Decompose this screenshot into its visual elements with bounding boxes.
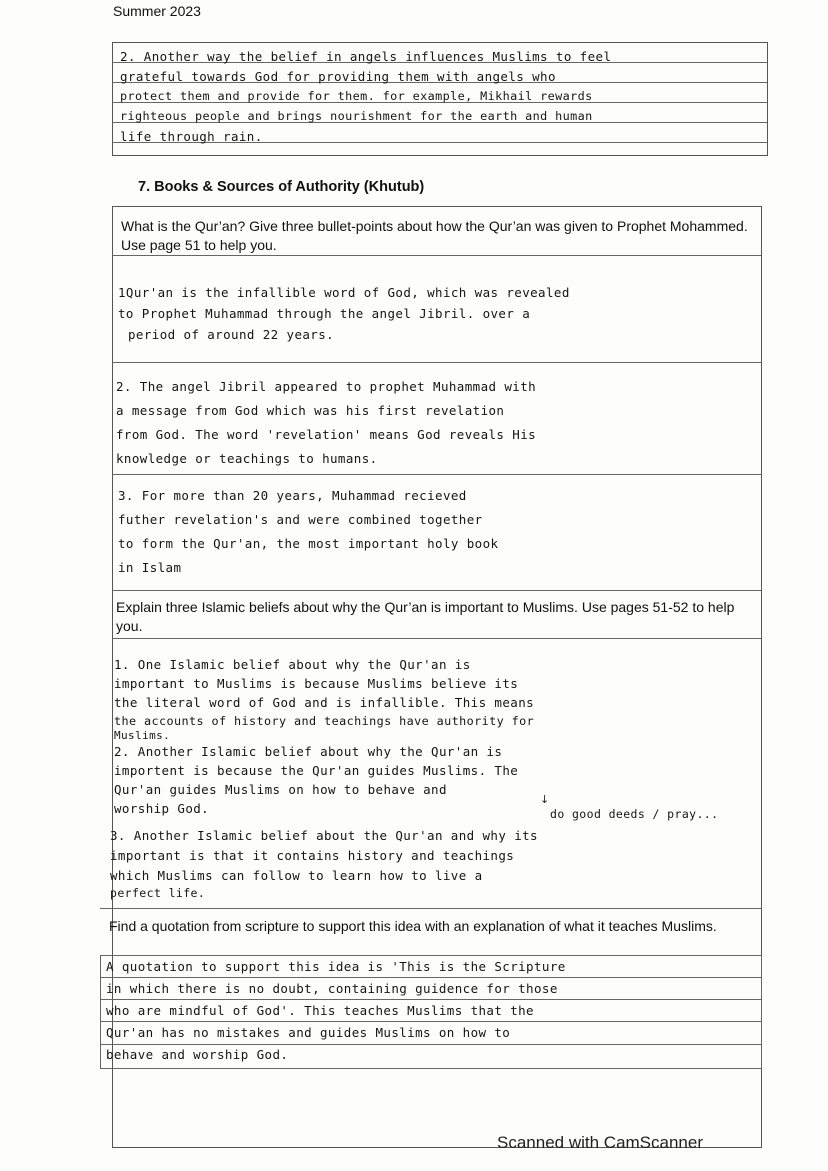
previous-answer-line: 2. Another way the belief in angels influences Muslims to feel xyxy=(120,49,612,64)
q1-answer-3-line: in Islam xyxy=(118,560,182,575)
q2-answer-2-line: 2. Another Islamic belief about why the Qur'an is xyxy=(114,744,503,759)
q2-answer-1-line: important to Muslims is because Muslims believe its xyxy=(114,676,519,691)
insertion-caret: ↓ xyxy=(540,793,550,806)
q3-answer-line: A quotation to support this idea is 'This is the Scripture xyxy=(106,959,566,974)
q3-answer-line: Qur'an has no mistakes and guides Muslims on how to xyxy=(106,1025,511,1040)
q1-answer-3-line: to form the Qur'an, the most important holy book xyxy=(118,536,499,551)
q2-answer-2-insert: do good deeds / pray... xyxy=(550,807,719,821)
section-title: 7. Books & Sources of Authority (Khutub) xyxy=(138,179,425,195)
term-header: Summer 2023 xyxy=(113,3,201,19)
q1-answer-2-line: from God. The word 'revelation' means God reveals His xyxy=(116,427,537,442)
q3-answer-line: who are mindful of God'. This teaches Muslims that the xyxy=(106,1003,534,1018)
previous-answer-line: life through rain. xyxy=(120,129,263,144)
q1-answer-1-line: to Prophet Muhammad through the angel Jibril. over a xyxy=(118,306,531,321)
q2-answer-2-line: worship God. xyxy=(114,801,210,816)
q2-answer-1-line: 1. One Islamic belief about why the Qur'an is xyxy=(114,657,471,672)
q2-answer-3-line: important is that it contains history and teachings xyxy=(110,848,515,863)
q3-answer-line: behave and worship God. xyxy=(106,1047,289,1062)
q2-answer-1-line: Muslims. xyxy=(114,729,171,742)
question-3-prompt: Find a quotation from scripture to support this idea with an explanation of what it teaches Muslims. xyxy=(109,918,717,934)
q1-answer-1-line: 1Qur'an is the infallible word of God, which was revealed xyxy=(118,285,570,300)
previous-answer-line: righteous people and brings nourishment for the earth and human xyxy=(120,109,593,123)
q1-answer-1-line: period of around 22 years. xyxy=(128,327,335,342)
q2-answer-3-line: perfect life. xyxy=(110,886,206,900)
q2-answer-1-line: the literal word of God and is infallible. This means xyxy=(114,695,535,710)
previous-answer-line: protect them and provide for them. for example, Mikhail rewards xyxy=(120,89,593,103)
question-2-prompt: Explain three Islamic beliefs about why the Qur’an is important to Muslims. Use pages 51-52 to help you. xyxy=(116,599,735,634)
q1-answer-3-line: futher revelation's and were combined together xyxy=(118,512,483,527)
q1-answer-2-line: a message from God which was his first revelation xyxy=(116,403,505,418)
q1-answer-3-line: 3. For more than 20 years, Muhammad recieved xyxy=(118,488,467,503)
q3-answer-line: in which there is no doubt, containing guidence for those xyxy=(106,981,558,996)
q2-answer-2-line: Qur'an guides Muslims on how to behave and xyxy=(114,782,447,797)
q2-answer-3-line: which Muslims can follow to learn how to live a xyxy=(110,868,483,883)
q2-answer-1-line: the accounts of history and teachings have authority for xyxy=(114,714,535,728)
scanner-watermark: Scanned with CamScanner xyxy=(497,1133,704,1152)
question-1-prompt: What is the Qur’an? Give three bullet-points about how the Qur’an was given to Prophet Mohammed. Use page 51 to help you. xyxy=(121,218,748,253)
q2-answer-2-line: importent is because the Qur'an guides Muslims. The xyxy=(114,763,519,778)
q1-answer-2-line: knowledge or teachings to humans. xyxy=(116,451,378,466)
q1-answer-2-line: 2. The angel Jibril appeared to prophet Muhammad with xyxy=(116,379,537,394)
q2-answer-3-line: 3. Another Islamic belief about the Qur'an and why its xyxy=(110,828,538,843)
previous-answer-line: grateful towards God for providing them with angels who xyxy=(120,69,556,84)
